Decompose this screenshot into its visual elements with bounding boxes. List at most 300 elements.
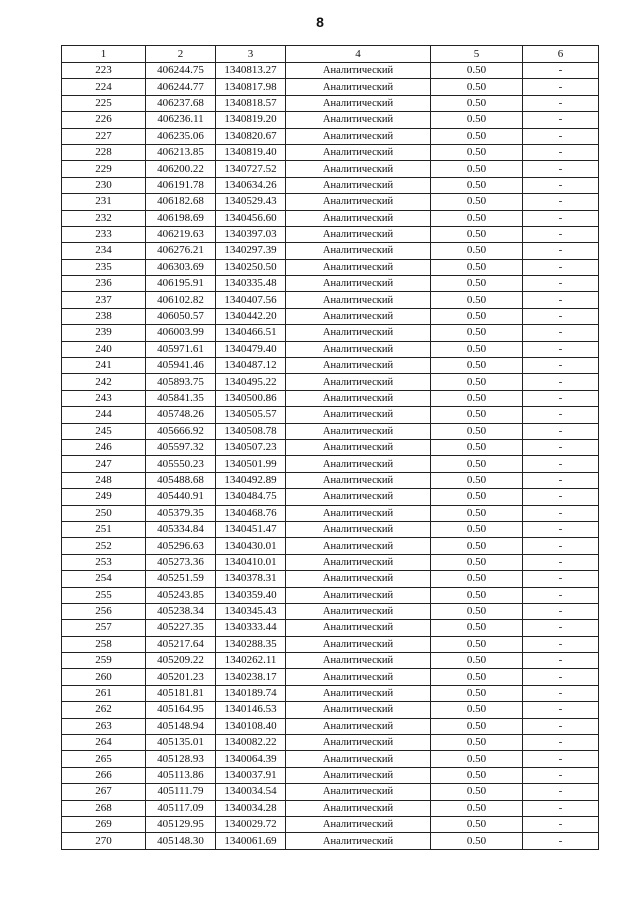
table-row	[62, 784, 599, 800]
table-row	[62, 735, 599, 751]
accuracy-cell: 0.50	[431, 276, 523, 292]
table-row	[62, 243, 599, 259]
table-row	[62, 751, 599, 767]
y-coordinate-cell: 1340468.76	[216, 505, 286, 521]
point-number-cell: 228	[62, 144, 146, 160]
y-coordinate-cell: 1340333.44	[216, 620, 286, 636]
x-coordinate-cell: 405128.93	[146, 751, 216, 767]
note-cell: -	[523, 439, 599, 455]
point-number-cell: 255	[62, 587, 146, 603]
accuracy-cell: 0.50	[431, 112, 523, 128]
table-row	[62, 423, 599, 439]
y-coordinate-cell: 1340500.86	[216, 390, 286, 406]
note-cell: -	[523, 210, 599, 226]
table-row	[62, 95, 599, 111]
note-cell: -	[523, 194, 599, 210]
y-coordinate-cell: 1340238.17	[216, 669, 286, 685]
point-number-cell: 270	[62, 833, 146, 849]
table-row	[62, 341, 599, 357]
accuracy-cell: 0.50	[431, 194, 523, 210]
point-number-cell: 261	[62, 685, 146, 701]
y-coordinate-cell: 1340029.72	[216, 816, 286, 832]
method-cell: Аналитический	[286, 341, 431, 357]
method-cell: Аналитический	[286, 587, 431, 603]
accuracy-cell: 0.50	[431, 751, 523, 767]
note-cell: -	[523, 833, 599, 849]
y-coordinate-cell: 1340359.40	[216, 587, 286, 603]
x-coordinate-cell: 405111.79	[146, 784, 216, 800]
y-coordinate-cell: 1340345.43	[216, 603, 286, 619]
method-cell: Аналитический	[286, 144, 431, 160]
method-cell: Аналитический	[286, 128, 431, 144]
point-number-cell: 234	[62, 243, 146, 259]
x-coordinate-cell: 406182.68	[146, 194, 216, 210]
x-coordinate-cell: 406200.22	[146, 161, 216, 177]
point-number-cell: 237	[62, 292, 146, 308]
x-coordinate-cell: 406213.85	[146, 144, 216, 160]
x-coordinate-cell: 405273.36	[146, 554, 216, 570]
x-coordinate-cell: 405135.01	[146, 735, 216, 751]
y-coordinate-cell: 1340492.89	[216, 472, 286, 488]
accuracy-cell: 0.50	[431, 489, 523, 505]
method-cell: Аналитический	[286, 489, 431, 505]
x-coordinate-cell: 405209.22	[146, 653, 216, 669]
x-coordinate-cell: 406237.68	[146, 95, 216, 111]
accuracy-cell: 0.50	[431, 554, 523, 570]
x-coordinate-cell: 405217.64	[146, 636, 216, 652]
accuracy-cell: 0.50	[431, 423, 523, 439]
note-cell: -	[523, 63, 599, 79]
note-cell: -	[523, 390, 599, 406]
x-coordinate-cell: 405201.23	[146, 669, 216, 685]
method-cell: Аналитический	[286, 308, 431, 324]
x-coordinate-cell: 406303.69	[146, 259, 216, 275]
table-row	[62, 472, 599, 488]
point-number-cell: 233	[62, 226, 146, 242]
point-number-cell: 264	[62, 735, 146, 751]
note-cell: -	[523, 751, 599, 767]
point-number-cell: 238	[62, 308, 146, 324]
table-row	[62, 702, 599, 718]
point-number-cell: 268	[62, 800, 146, 816]
x-coordinate-cell: 405971.61	[146, 341, 216, 357]
y-coordinate-cell: 1340466.51	[216, 325, 286, 341]
accuracy-cell: 0.50	[431, 226, 523, 242]
accuracy-cell: 0.50	[431, 439, 523, 455]
accuracy-cell: 0.50	[431, 79, 523, 95]
x-coordinate-cell: 405164.95	[146, 702, 216, 718]
point-number-cell: 249	[62, 489, 146, 505]
note-cell: -	[523, 816, 599, 832]
accuracy-cell: 0.50	[431, 653, 523, 669]
y-coordinate-cell: 1340479.40	[216, 341, 286, 357]
y-coordinate-cell: 1340529.43	[216, 194, 286, 210]
accuracy-cell: 0.50	[431, 210, 523, 226]
note-cell: -	[523, 358, 599, 374]
y-coordinate-cell: 1340037.91	[216, 767, 286, 783]
point-number-cell: 223	[62, 63, 146, 79]
method-cell: Аналитический	[286, 521, 431, 537]
point-number-cell: 245	[62, 423, 146, 439]
method-cell: Аналитический	[286, 79, 431, 95]
x-coordinate-cell: 405941.46	[146, 358, 216, 374]
y-coordinate-cell: 1340146.53	[216, 702, 286, 718]
table-row	[62, 538, 599, 554]
accuracy-cell: 0.50	[431, 800, 523, 816]
y-coordinate-cell: 1340061.69	[216, 833, 286, 849]
method-cell: Аналитический	[286, 538, 431, 554]
x-coordinate-cell: 405488.68	[146, 472, 216, 488]
y-coordinate-cell: 1340410.01	[216, 554, 286, 570]
note-cell: -	[523, 685, 599, 701]
x-coordinate-cell: 405181.81	[146, 685, 216, 701]
point-number-cell: 263	[62, 718, 146, 734]
table-row	[62, 325, 599, 341]
x-coordinate-cell: 406219.63	[146, 226, 216, 242]
note-cell: -	[523, 79, 599, 95]
method-cell: Аналитический	[286, 161, 431, 177]
point-number-cell: 236	[62, 276, 146, 292]
table-row	[62, 636, 599, 652]
x-coordinate-cell: 406050.57	[146, 308, 216, 324]
point-number-cell: 262	[62, 702, 146, 718]
note-cell: -	[523, 259, 599, 275]
x-coordinate-cell: 405227.35	[146, 620, 216, 636]
method-cell: Аналитический	[286, 571, 431, 587]
x-coordinate-cell: 405117.09	[146, 800, 216, 816]
method-cell: Аналитический	[286, 620, 431, 636]
method-cell: Аналитический	[286, 177, 431, 193]
point-number-cell: 265	[62, 751, 146, 767]
accuracy-cell: 0.50	[431, 505, 523, 521]
note-cell: -	[523, 800, 599, 816]
table-row	[62, 603, 599, 619]
x-coordinate-cell: 406236.11	[146, 112, 216, 128]
y-coordinate-cell: 1340407.56	[216, 292, 286, 308]
accuracy-cell: 0.50	[431, 767, 523, 783]
note-cell: -	[523, 571, 599, 587]
y-coordinate-cell: 1340505.57	[216, 407, 286, 423]
accuracy-cell: 0.50	[431, 259, 523, 275]
point-number-cell: 224	[62, 79, 146, 95]
accuracy-cell: 0.50	[431, 833, 523, 849]
method-cell: Аналитический	[286, 751, 431, 767]
point-number-cell: 259	[62, 653, 146, 669]
accuracy-cell: 0.50	[431, 456, 523, 472]
table-row	[62, 128, 599, 144]
accuracy-cell: 0.50	[431, 128, 523, 144]
x-coordinate-cell: 406003.99	[146, 325, 216, 341]
table-row	[62, 489, 599, 505]
table-row	[62, 194, 599, 210]
note-cell: -	[523, 456, 599, 472]
method-cell: Аналитический	[286, 718, 431, 734]
point-number-cell: 256	[62, 603, 146, 619]
table-row	[62, 653, 599, 669]
note-cell: -	[523, 489, 599, 505]
accuracy-cell: 0.50	[431, 341, 523, 357]
column-header: 2	[146, 46, 216, 63]
table-row	[62, 112, 599, 128]
table-row	[62, 767, 599, 783]
point-number-cell: 235	[62, 259, 146, 275]
point-number-cell: 251	[62, 521, 146, 537]
note-cell: -	[523, 784, 599, 800]
x-coordinate-cell: 406244.77	[146, 79, 216, 95]
x-coordinate-cell: 405597.32	[146, 439, 216, 455]
note-cell: -	[523, 702, 599, 718]
note-cell: -	[523, 669, 599, 685]
column-header: 1	[62, 46, 146, 63]
method-cell: Аналитический	[286, 554, 431, 570]
x-coordinate-cell: 405440.91	[146, 489, 216, 505]
column-header: 4	[286, 46, 431, 63]
method-cell: Аналитический	[286, 456, 431, 472]
table-row	[62, 816, 599, 832]
method-cell: Аналитический	[286, 112, 431, 128]
y-coordinate-cell: 1340501.99	[216, 456, 286, 472]
table-row	[62, 259, 599, 275]
table-row	[62, 292, 599, 308]
y-coordinate-cell: 1340108.40	[216, 718, 286, 734]
method-cell: Аналитический	[286, 603, 431, 619]
y-coordinate-cell: 1340508.78	[216, 423, 286, 439]
y-coordinate-cell: 1340727.52	[216, 161, 286, 177]
x-coordinate-cell: 405550.23	[146, 456, 216, 472]
table-row	[62, 79, 599, 95]
note-cell: -	[523, 718, 599, 734]
note-cell: -	[523, 95, 599, 111]
method-cell: Аналитический	[286, 636, 431, 652]
point-number-cell: 226	[62, 112, 146, 128]
note-cell: -	[523, 112, 599, 128]
method-cell: Аналитический	[286, 669, 431, 685]
accuracy-cell: 0.50	[431, 521, 523, 537]
x-coordinate-cell: 405841.35	[146, 390, 216, 406]
method-cell: Аналитический	[286, 505, 431, 521]
point-number-cell: 229	[62, 161, 146, 177]
x-coordinate-cell: 405129.95	[146, 816, 216, 832]
accuracy-cell: 0.50	[431, 685, 523, 701]
accuracy-cell: 0.50	[431, 358, 523, 374]
note-cell: -	[523, 144, 599, 160]
accuracy-cell: 0.50	[431, 571, 523, 587]
table-row	[62, 439, 599, 455]
note-cell: -	[523, 177, 599, 193]
note-cell: -	[523, 243, 599, 259]
accuracy-cell: 0.50	[431, 784, 523, 800]
method-cell: Аналитический	[286, 358, 431, 374]
method-cell: Аналитический	[286, 423, 431, 439]
x-coordinate-cell: 406102.82	[146, 292, 216, 308]
note-cell: -	[523, 161, 599, 177]
note-cell: -	[523, 423, 599, 439]
note-cell: -	[523, 325, 599, 341]
point-number-cell: 240	[62, 341, 146, 357]
note-cell: -	[523, 587, 599, 603]
note-cell: -	[523, 276, 599, 292]
note-cell: -	[523, 407, 599, 423]
method-cell: Аналитический	[286, 800, 431, 816]
y-coordinate-cell: 1340819.20	[216, 112, 286, 128]
note-cell: -	[523, 636, 599, 652]
accuracy-cell: 0.50	[431, 390, 523, 406]
x-coordinate-cell: 406276.21	[146, 243, 216, 259]
y-coordinate-cell: 1340818.57	[216, 95, 286, 111]
method-cell: Аналитический	[286, 439, 431, 455]
y-coordinate-cell: 1340034.28	[216, 800, 286, 816]
point-number-cell: 241	[62, 358, 146, 374]
y-coordinate-cell: 1340820.67	[216, 128, 286, 144]
method-cell: Аналитический	[286, 472, 431, 488]
column-header: 3	[216, 46, 286, 63]
accuracy-cell: 0.50	[431, 95, 523, 111]
note-cell: -	[523, 341, 599, 357]
table-row	[62, 374, 599, 390]
accuracy-cell: 0.50	[431, 603, 523, 619]
point-number-cell: 225	[62, 95, 146, 111]
x-coordinate-cell: 406235.06	[146, 128, 216, 144]
point-number-cell: 266	[62, 767, 146, 783]
table-header-row	[62, 46, 599, 63]
coordinates-table	[61, 45, 599, 850]
accuracy-cell: 0.50	[431, 407, 523, 423]
point-number-cell: 253	[62, 554, 146, 570]
table-row	[62, 456, 599, 472]
y-coordinate-cell: 1340082.22	[216, 735, 286, 751]
y-coordinate-cell: 1340397.03	[216, 226, 286, 242]
accuracy-cell: 0.50	[431, 735, 523, 751]
table-body	[62, 63, 599, 850]
column-header: 5	[431, 46, 523, 63]
x-coordinate-cell: 405148.94	[146, 718, 216, 734]
note-cell: -	[523, 374, 599, 390]
accuracy-cell: 0.50	[431, 702, 523, 718]
x-coordinate-cell: 405113.86	[146, 767, 216, 783]
method-cell: Аналитический	[286, 95, 431, 111]
accuracy-cell: 0.50	[431, 177, 523, 193]
accuracy-cell: 0.50	[431, 669, 523, 685]
page-number: 8	[316, 14, 324, 30]
point-number-cell: 230	[62, 177, 146, 193]
note-cell: -	[523, 308, 599, 324]
note-cell: -	[523, 653, 599, 669]
point-number-cell: 243	[62, 390, 146, 406]
method-cell: Аналитический	[286, 407, 431, 423]
y-coordinate-cell: 1340451.47	[216, 521, 286, 537]
point-number-cell: 252	[62, 538, 146, 554]
method-cell: Аналитический	[286, 735, 431, 751]
table-row	[62, 308, 599, 324]
y-coordinate-cell: 1340487.12	[216, 358, 286, 374]
method-cell: Аналитический	[286, 276, 431, 292]
y-coordinate-cell: 1340250.50	[216, 259, 286, 275]
accuracy-cell: 0.50	[431, 374, 523, 390]
accuracy-cell: 0.50	[431, 308, 523, 324]
note-cell: -	[523, 735, 599, 751]
y-coordinate-cell: 1340819.40	[216, 144, 286, 160]
table-row	[62, 571, 599, 587]
method-cell: Аналитический	[286, 390, 431, 406]
table-row	[62, 505, 599, 521]
y-coordinate-cell: 1340634.26	[216, 177, 286, 193]
y-coordinate-cell: 1340189.74	[216, 685, 286, 701]
table-row	[62, 276, 599, 292]
point-number-cell: 246	[62, 439, 146, 455]
method-cell: Аналитический	[286, 226, 431, 242]
table-row	[62, 144, 599, 160]
note-cell: -	[523, 292, 599, 308]
accuracy-cell: 0.50	[431, 63, 523, 79]
note-cell: -	[523, 128, 599, 144]
table-row	[62, 358, 599, 374]
accuracy-cell: 0.50	[431, 325, 523, 341]
method-cell: Аналитический	[286, 325, 431, 341]
table-row	[62, 554, 599, 570]
accuracy-cell: 0.50	[431, 816, 523, 832]
point-number-cell: 258	[62, 636, 146, 652]
table-row	[62, 669, 599, 685]
method-cell: Аналитический	[286, 292, 431, 308]
note-cell: -	[523, 472, 599, 488]
accuracy-cell: 0.50	[431, 161, 523, 177]
x-coordinate-cell: 406195.91	[146, 276, 216, 292]
y-coordinate-cell: 1340495.22	[216, 374, 286, 390]
table-row	[62, 407, 599, 423]
y-coordinate-cell: 1340507.23	[216, 439, 286, 455]
accuracy-cell: 0.50	[431, 292, 523, 308]
point-number-cell: 250	[62, 505, 146, 521]
method-cell: Аналитический	[286, 259, 431, 275]
note-cell: -	[523, 767, 599, 783]
point-number-cell: 239	[62, 325, 146, 341]
x-coordinate-cell: 405238.34	[146, 603, 216, 619]
y-coordinate-cell: 1340297.39	[216, 243, 286, 259]
table-row	[62, 177, 599, 193]
point-number-cell: 254	[62, 571, 146, 587]
y-coordinate-cell: 1340288.35	[216, 636, 286, 652]
note-cell: -	[523, 603, 599, 619]
table-row	[62, 718, 599, 734]
point-number-cell: 248	[62, 472, 146, 488]
x-coordinate-cell: 405148.30	[146, 833, 216, 849]
point-number-cell: 242	[62, 374, 146, 390]
accuracy-cell: 0.50	[431, 538, 523, 554]
accuracy-cell: 0.50	[431, 636, 523, 652]
method-cell: Аналитический	[286, 63, 431, 79]
table-row	[62, 587, 599, 603]
method-cell: Аналитический	[286, 784, 431, 800]
note-cell: -	[523, 620, 599, 636]
accuracy-cell: 0.50	[431, 718, 523, 734]
x-coordinate-cell: 405296.63	[146, 538, 216, 554]
point-number-cell: 260	[62, 669, 146, 685]
y-coordinate-cell: 1340817.98	[216, 79, 286, 95]
method-cell: Аналитический	[286, 653, 431, 669]
point-number-cell: 269	[62, 816, 146, 832]
accuracy-cell: 0.50	[431, 587, 523, 603]
table-row	[62, 521, 599, 537]
accuracy-cell: 0.50	[431, 243, 523, 259]
x-coordinate-cell: 405251.59	[146, 571, 216, 587]
method-cell: Аналитический	[286, 702, 431, 718]
x-coordinate-cell: 406191.78	[146, 177, 216, 193]
table-row	[62, 226, 599, 242]
x-coordinate-cell: 405243.85	[146, 587, 216, 603]
x-coordinate-cell: 405748.26	[146, 407, 216, 423]
note-cell: -	[523, 538, 599, 554]
y-coordinate-cell: 1340378.31	[216, 571, 286, 587]
